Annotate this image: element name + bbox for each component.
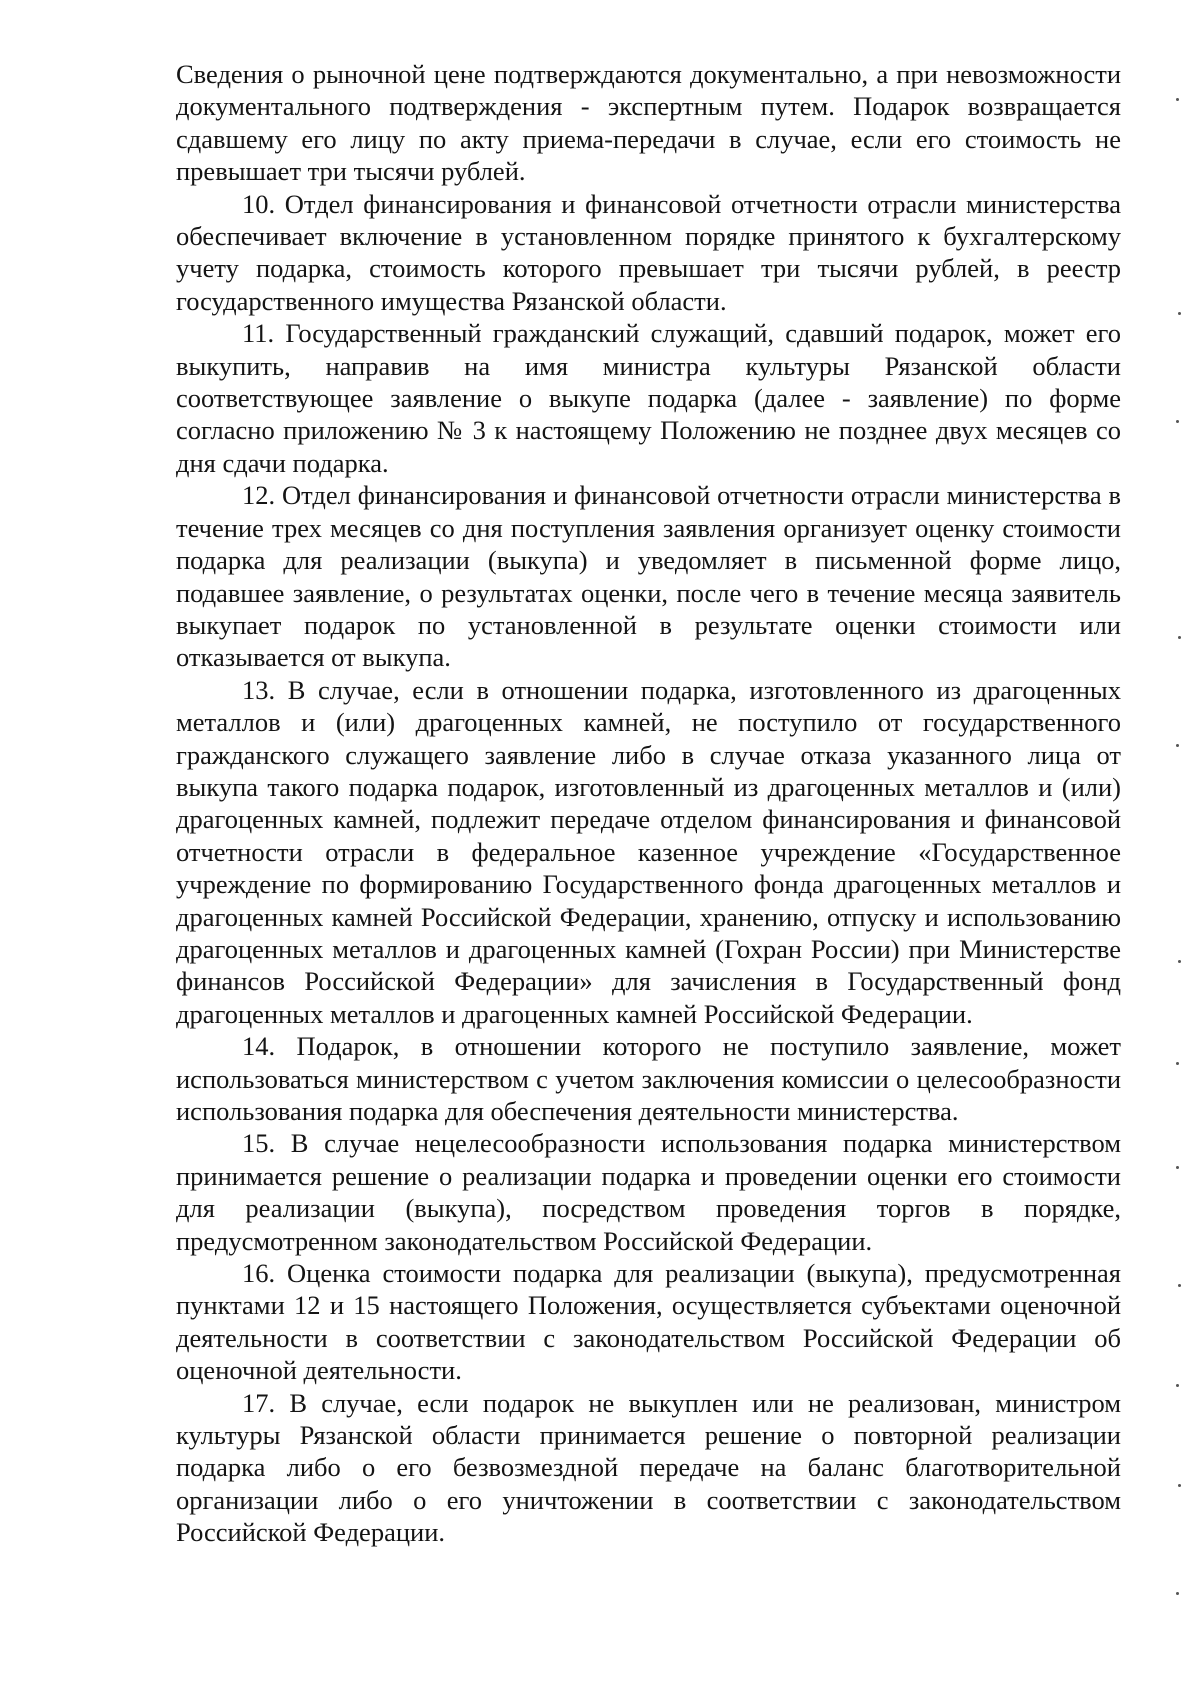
scan-speck — [1178, 636, 1181, 639]
scan-speck — [1176, 98, 1179, 101]
scan-speck — [1176, 420, 1179, 423]
paragraph-item-12: 12. Отдел финансирования и финансовой отчетности отрасли министерства в течение трех месяцев со дня поступления заявления организует оценку стоимости подарка для реализации (выкупа) и уведомляет в письменной форме лицо, подавшее заявление, о результатах оценки, после чего в течение месяца заявитель выкупает подарок по установленной в результате оценки стоимости или отказывается от выкупа. — [176, 480, 1121, 673]
paragraph-item-17: 17. В случае, если подарок не выкуплен или не реализован, министром культуры Рязанской области принимается решение о повторной реализации подарка либо о его безвозмездной передаче на баланс благотворительной организации либо о его уничтожении в соответствии с законодательством Российской Федерации. — [176, 1387, 1121, 1548]
scan-speck — [1178, 1484, 1181, 1487]
scan-speck — [1178, 960, 1181, 963]
paragraph-item-14: 14. Подарок, в отношении которого не поступило заявление, может использоваться министерством с учетом заключения комиссии о целесообразности использования подарка для обеспечения деятельности министерства. — [176, 1031, 1121, 1126]
scan-speck — [1178, 312, 1181, 315]
paragraph-item-11: 11. Государственный гражданский служащий, сдавший подарок, может его выкупить, направив на имя министра культуры Рязанской области соответствующее заявление о выкупе подарка (далее - заявление) по форме согласно приложению № 3 к настоящему Положению не позднее двух месяцев со дня сдачи подарка. — [176, 318, 1121, 478]
scan-speck — [1176, 744, 1179, 747]
paragraph-item-10: 10. Отдел финансирования и финансовой отчетности отрасли министерства обеспечивает включение в установленном порядке принятого к бухгалтерскому учету подарка, стоимость которого превышает три тысячи рублей, в реестр государственного имущества Рязанской области. — [176, 188, 1121, 316]
paragraph-item-15: 15. В случае нецелесообразности использования подарка министерством принимается решение о реализации подарка и проведении оценки его стоимости для реализации (выкупа), посредством проведения торгов в порядке, предусмотренном законодательством Российской Федерации. — [176, 1128, 1121, 1256]
paragraph-item-13: 13. В случае, если в отношении подарка, изготовленного из драгоценных металлов и (или) драгоценных камней, не поступило от государственного гражданского служащего заявление либо в случае отказа указанного лица от выкупа такого подарка подарок, изготовленный из драгоценных металлов и (или) драгоценных камней, подлежит передаче отделом финансирования и финансовой отчетности отрасли в федеральное казенное учреждение «Государственное учреждение по формированию Государственного фонда драгоценных металлов и драгоценных камней Российской Федерации, хранению, отпуску и использованию драгоценных металлов и драгоценных камней (Гохран России) при Министерстве финансов Российской Федерации» для зачисления в Государственный фонд драгоценных металлов и драгоценных камней Российской Федерации. — [176, 674, 1121, 1029]
paragraph-item-16: 16. Оценка стоимости подарка для реализации (выкупа), предусмотренная пунктами 12 и 15 настоящего Положения, осуществляется субъектами оценочной деятельности в соответствии с законодательством Российской Федерации об оценочной деятельности. — [176, 1258, 1121, 1386]
paragraph-continuation: Сведения о рыночной цене подтверждаются документально, а при невозможности документального подтверждения - экспертным путем. Подарок возвращается сдавшему его лицу по акту приема-передачи в случае, если его стоимость не превышает три тысячи рублей. — [176, 59, 1121, 187]
scan-speck — [1176, 1592, 1179, 1595]
scan-speck — [1176, 1166, 1179, 1169]
scan-speck — [1178, 1284, 1181, 1287]
scan-speck — [1176, 1384, 1179, 1387]
scan-speck — [1176, 1062, 1179, 1065]
document-page — [176, 58, 1121, 1549]
